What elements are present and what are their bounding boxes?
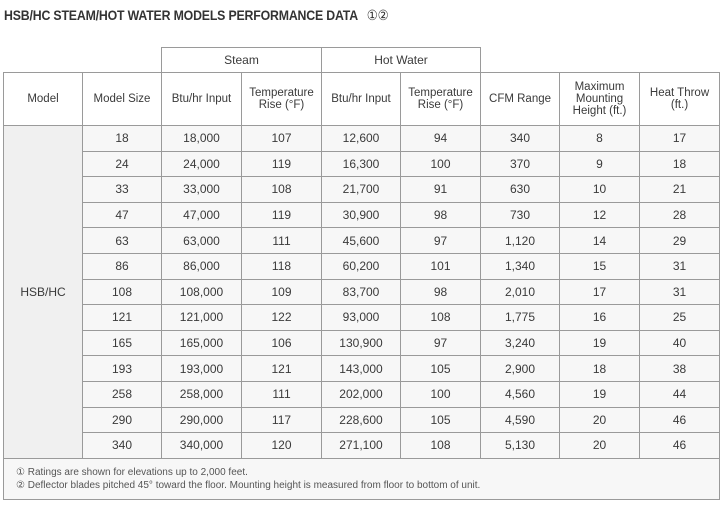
table-cell: 98	[401, 279, 481, 305]
table-cell: 46	[640, 407, 720, 433]
table-cell: 25	[640, 305, 720, 331]
table-cell: 258	[83, 381, 162, 407]
title-footnote-marks: ①②	[366, 7, 389, 23]
footnote-1: ① Ratings are shown for elevations up to 2,000 feet.	[16, 466, 248, 478]
table-cell: 18	[83, 126, 162, 152]
table-cell: 290,000	[162, 407, 242, 433]
table-cell: 340	[83, 433, 162, 459]
column-header: Model Size	[83, 73, 162, 126]
table-cell: 118	[242, 253, 322, 279]
table-cell: 18,000	[162, 126, 242, 152]
table-cell: 165	[83, 330, 162, 356]
table-cell: 12,600	[322, 126, 401, 152]
table-row	[4, 356, 720, 382]
table-cell: 33,000	[162, 177, 242, 203]
table-cell: 730	[481, 202, 560, 228]
table-cell: 106	[242, 330, 322, 356]
table-cell: 100	[401, 381, 481, 407]
table-cell: 47	[83, 202, 162, 228]
table-cell: 111	[242, 228, 322, 254]
table-row	[4, 407, 720, 433]
table-cell: 193,000	[162, 356, 242, 382]
table-cell: 46	[640, 433, 720, 459]
table-cell: 193	[83, 356, 162, 382]
table-row	[4, 381, 720, 407]
column-header: Temperature Rise (°F)	[401, 73, 481, 126]
table-cell: 97	[401, 330, 481, 356]
table-cell: 47,000	[162, 202, 242, 228]
performance-table	[3, 47, 720, 500]
footnotes-row	[4, 458, 720, 499]
column-header: Temperature Rise (°F)	[242, 73, 322, 126]
table-row	[4, 279, 720, 305]
table-cell: 5,130	[481, 433, 560, 459]
table-cell: 12	[560, 202, 640, 228]
table-cell: 2,010	[481, 279, 560, 305]
table-cell: 117	[242, 407, 322, 433]
table-cell: 111	[242, 381, 322, 407]
table-row	[4, 228, 720, 254]
table-cell: 33	[83, 177, 162, 203]
table-cell: 109	[242, 279, 322, 305]
table-cell: 94	[401, 126, 481, 152]
table-cell: 290	[83, 407, 162, 433]
table-cell: 9	[560, 151, 640, 177]
table-cell: 15	[560, 253, 640, 279]
table-cell: 83,700	[322, 279, 401, 305]
table-cell: 63,000	[162, 228, 242, 254]
table-row	[4, 253, 720, 279]
table-cell: 228,600	[322, 407, 401, 433]
table-cell: 44	[640, 381, 720, 407]
table-cell: 108	[401, 433, 481, 459]
table-cell: 63	[83, 228, 162, 254]
table-row	[4, 330, 720, 356]
table-cell: 107	[242, 126, 322, 152]
table-cell: 60,200	[322, 253, 401, 279]
table-cell: 18	[640, 151, 720, 177]
table-row	[4, 151, 720, 177]
table-cell: 121	[242, 356, 322, 382]
table-cell: 86,000	[162, 253, 242, 279]
table-cell: 630	[481, 177, 560, 203]
table-cell: 17	[560, 279, 640, 305]
table-cell: 121	[83, 305, 162, 331]
table-cell: 370	[481, 151, 560, 177]
table-cell: 100	[401, 151, 481, 177]
table-cell: 98	[401, 202, 481, 228]
table-cell: 1,120	[481, 228, 560, 254]
table-row	[4, 126, 720, 152]
table-cell: 28	[640, 202, 720, 228]
table-row	[4, 305, 720, 331]
table-cell: 93,000	[322, 305, 401, 331]
table-cell: 14	[560, 228, 640, 254]
table-cell: 105	[401, 407, 481, 433]
table-cell: 340,000	[162, 433, 242, 459]
table-cell: 10	[560, 177, 640, 203]
table-cell: 8	[560, 126, 640, 152]
table-cell: 3,240	[481, 330, 560, 356]
table-cell: 16	[560, 305, 640, 331]
column-header: Btu/hr Input	[162, 73, 242, 126]
table-cell: 122	[242, 305, 322, 331]
table-cell: 4,560	[481, 381, 560, 407]
column-header: Btu/hr Input	[322, 73, 401, 126]
table-cell: 24,000	[162, 151, 242, 177]
model-cell: HSB/HC	[4, 126, 83, 459]
table-cell: 143,000	[322, 356, 401, 382]
table-cell: 101	[401, 253, 481, 279]
table-cell: 91	[401, 177, 481, 203]
title-text: HSB/HC STEAM/HOT WATER MODELS PERFORMANCE DATA	[4, 7, 358, 23]
column-header: Maximum Mounting Height (ft.)	[560, 73, 640, 126]
table-row	[4, 433, 720, 459]
table-cell: 21,700	[322, 177, 401, 203]
table-cell: 17	[640, 126, 720, 152]
table-cell: 119	[242, 202, 322, 228]
table-cell: 16,300	[322, 151, 401, 177]
table-cell: 24	[83, 151, 162, 177]
table-cell: 86	[83, 253, 162, 279]
group-hot-water: Hot Water	[322, 48, 481, 73]
table-cell: 121,000	[162, 305, 242, 331]
footnote-2: ② Deflector blades pitched 45° toward the floor. Mounting height is measured from floor to bottom of unit.	[16, 479, 481, 491]
table-cell: 105	[401, 356, 481, 382]
table-cell: 45,600	[322, 228, 401, 254]
table-cell: 340	[481, 126, 560, 152]
table-cell: 31	[640, 279, 720, 305]
table-cell: 18	[560, 356, 640, 382]
table-cell: 21	[640, 177, 720, 203]
table-row	[4, 177, 720, 203]
table-cell: 29	[640, 228, 720, 254]
table-cell: 258,000	[162, 381, 242, 407]
table-cell: 108,000	[162, 279, 242, 305]
table-cell: 271,100	[322, 433, 401, 459]
table-cell: 108	[83, 279, 162, 305]
table-cell: 2,900	[481, 356, 560, 382]
table-cell: 130,900	[322, 330, 401, 356]
table-cell: 202,000	[322, 381, 401, 407]
table-cell: 1,775	[481, 305, 560, 331]
table-cell: 40	[640, 330, 720, 356]
column-header: CFM Range	[481, 73, 560, 126]
column-header: Model	[4, 73, 83, 126]
table-cell: 20	[560, 433, 640, 459]
column-header-row	[4, 73, 720, 126]
table-cell: 119	[242, 151, 322, 177]
column-header: Heat Throw (ft.)	[640, 73, 720, 126]
table-cell: 108	[242, 177, 322, 203]
table-cell: 31	[640, 253, 720, 279]
group-steam: Steam	[162, 48, 322, 73]
table-cell: 4,590	[481, 407, 560, 433]
table-cell: 38	[640, 356, 720, 382]
table-cell: 20	[560, 407, 640, 433]
table-cell: 19	[560, 330, 640, 356]
table-cell: 30,900	[322, 202, 401, 228]
table-cell: 120	[242, 433, 322, 459]
table-row	[4, 202, 720, 228]
table-cell: 108	[401, 305, 481, 331]
page-title	[4, 7, 389, 24]
table-cell: 165,000	[162, 330, 242, 356]
footnotes	[4, 458, 720, 499]
group-header-row	[4, 48, 720, 73]
table-cell: 97	[401, 228, 481, 254]
table-cell: 19	[560, 381, 640, 407]
table-cell: 1,340	[481, 253, 560, 279]
